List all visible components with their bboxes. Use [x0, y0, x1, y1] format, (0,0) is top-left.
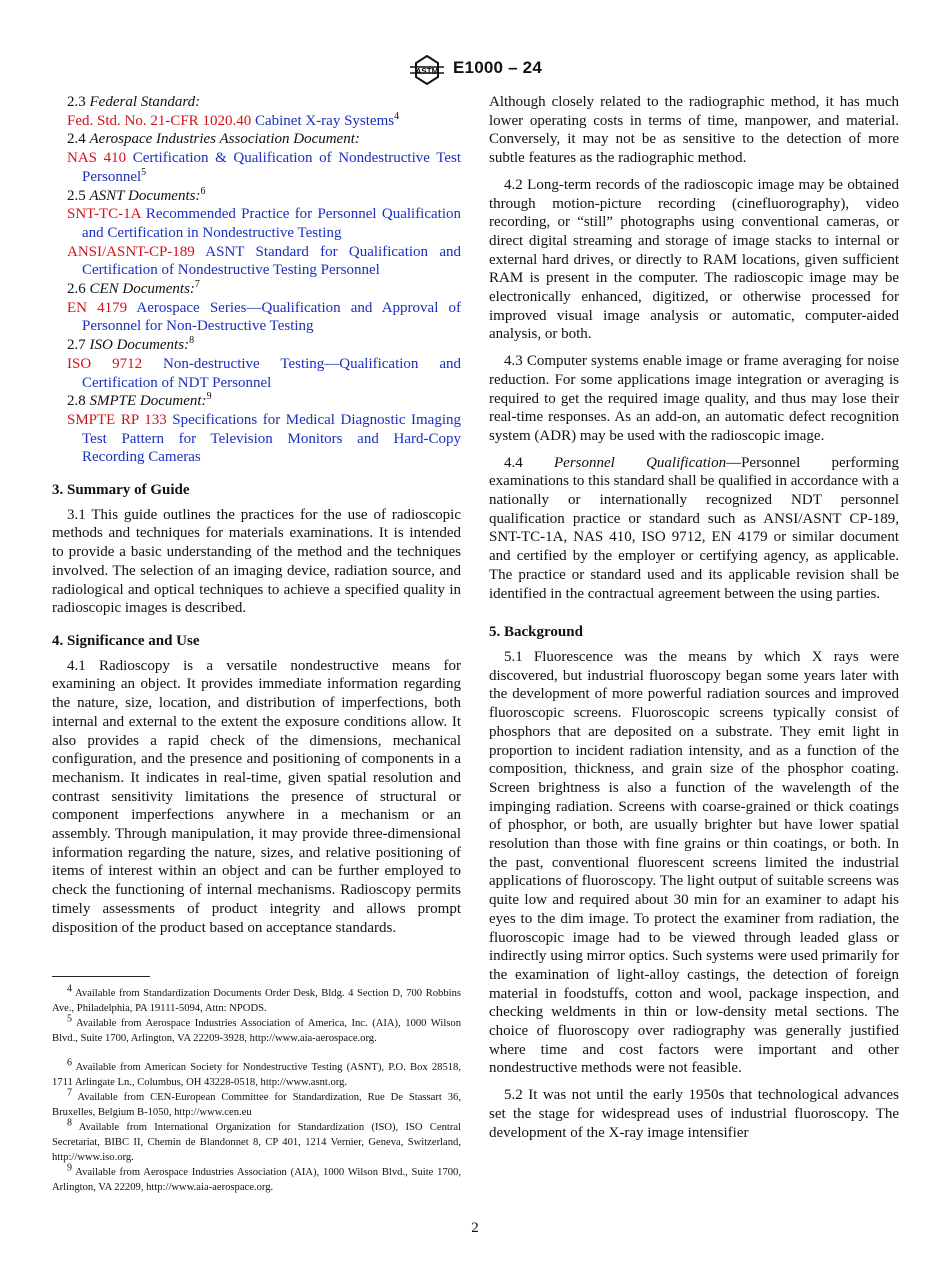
reference-iso-9712[interactable]: ISO 9712 Non-destructive Testing—Qualification and Certification of NDT Personnel: [67, 355, 462, 391]
section-2-4-heading: 2.4 Aerospace Industries Association Document:: [67, 131, 360, 148]
paragraph-4-4: 4.4 Personnel Qualification—Personnel performing examinations to this standard shall be qualified in accordance with a nationally or internationally recognized NDT personnel qualification practice or standard such as ANSI/ASNT CP-189, SNT-TC-1A, NAS 410, ISO 9712, EN 4179 or similar document and certified by the employer or certifying agency, as applicable. The practice or standard used and its applicable revision shall be identified in the contractual agreement between the using parties.: [489, 454, 899, 602]
footnote-9: $^9$ Available from Aerospace Industries Association (AIA), 1000 Wilson Blvd., Suite 1700, Arlington, VA 22209, http://www.aia-aerospace.org.: [52, 1162, 461, 1193]
section-4-heading: 4. Significance and Use: [52, 632, 200, 649]
footnote-divider: [52, 976, 150, 977]
reference-en-4179[interactable]: EN 4179 Aerospace Series—Qualification and Approval of Personnel for Non-Destructive Testing: [67, 299, 461, 335]
document-id: E1000 – 24: [453, 58, 542, 77]
footnote-7: $^7$ Available from CEN-European Committee for Standardization, Rue De Stassart 36, Bruxelles, Belgium B-1050, http://www.cen.eu: [52, 1087, 461, 1118]
page-number: 2: [471, 1220, 479, 1236]
reference-ansi-asnt-cp-189[interactable]: ANSI/ASNT-CP-189 ASNT Standard for Qualification and Certification of Nondestructive Testing Personnel: [67, 243, 461, 279]
reference-nas-410[interactable]: NAS 410 Certification & Qualification of Nondestructive Test Personnel$^5$: [67, 150, 462, 185]
astm-logo-icon: [408, 55, 446, 85]
reference-snt-tc-1a[interactable]: SNT-TC-1A Recommended Practice for Personnel Qualification and Certification in Nondestructive Testing: [67, 206, 462, 241]
section-5-heading: 5. Background: [489, 624, 583, 641]
paragraph-5-1: 5.1 Fluorescence was the means by which X rays were discovered, but industrial fluoroscopy began some years later with the development of more powerful radiation sources and improved fluoroscopic screens. Fluoroscopic screens typically consist of phosphors that are deposited on a substrate. They emit light in proportion to incident radiation intensity, and as a function of the composition, thickness, and grain size of the phosphor coating. Screen brightness is also a function of the wavelength of the impinging radiation. Screens with coarse-grained or thick coatings of phosphor, or both, are usually brighter but have lower spatial resolution than those with fine grains or thin coatings, or both. In the past, conventional fluorescent screens limited the industrial applications of fluoroscopy. The light output of suitable screens was quite low and required about 30 min for an examiner to adapt his eyes to the dim image. To protect the examiner from radiation, the fluoroscopic image had to be viewed through leaded glass or indirectly using mirror optics. Such systems were used primarily for the examination of light-alloy castings, the detection of foreign material in foodstuffs, cotton and wool, package inspection, and checking weldments in thin or low-density metal sections. The choice of fluoroscopy over radiography was generally justified where time and cost factors were important and other nondestructive methods were not feasible.: [489, 648, 899, 1077]
footnote-5: $^5$ Available from Aerospace Industries Association of America, Inc. (AIA), 1000 Wilson Blvd., Suite 1700, Arlington, VA 22209-3928, http://www.aia-aerospace.org.: [52, 1013, 461, 1044]
reference-federal-std[interactable]: Fed. Std. No. 21-CFR 1020.40 Cabinet X-ray Systems$^4$: [67, 110, 400, 129]
left-column: [52, 93, 461, 945]
section-2-8-heading: 2.8 SMPTE Document:$^9$: [67, 391, 212, 410]
paragraph-4-1-continued: Although closely related to the radiographic method, it has much lower operating costs in terms of time, manpower, and material. Conversely, it may not be as sensitive to the detection of more subtle features as the radiographic method.: [489, 94, 899, 167]
paragraph-3-1: 3.1 This guide outlines the practices for the use of radioscopic methods and techniques for materials examinations. It is intended to provide a basic understanding of the method and the techniques involved. The selection of an imaging device, radiation source, and radiological and optical techniques to achieve a specified quality in radioscopic images is described.: [52, 506, 461, 617]
section-2-5-heading: 2.5 ASNT Documents:$^6$: [67, 185, 206, 204]
reference-smpte-rp-133[interactable]: SMPTE RP 133 Specifications for Medical Diagnostic Imaging Test Pattern for Television Monitors and Hard-Copy Recording Cameras: [67, 411, 462, 466]
footnote-4: $^4$ Available from Standardization Documents Order Desk, Bldg. 4 Section D, 700 Robbins Ave., Philadelphia, PA 19111-5094, Attn: NPODS.: [52, 983, 461, 1014]
logo-text: ASTM: [415, 67, 439, 76]
section-2-6-heading: 2.6 CEN Documents:$^7$: [67, 279, 200, 298]
section-3-heading: 3. Summary of Guide: [52, 482, 190, 499]
footnote-8: $^8$ Available from International Organization for Standardization (ISO), ISO Central Secretariat, BIBC II, Chemin de Blandonnet 8, CP 401, 1214 Vernier, Geneva, Switzerland, http://www.iso.org.: [52, 1117, 461, 1163]
section-2-3-heading: 2.3 Federal Standard:: [67, 94, 201, 110]
paragraph-4-2: 4.2 Long-term records of the radioscopic image may be obtained through motion-picture recording (cinefluorography), video recording, or “still” photographs using conventional cameras, or direct digital streaming and storage of image stacks to internal or external hard drives, or directly to RAM locations, given sufficient RAM is present in the computer. The radioscopic image may be electronically enhanced, digitized, or otherwise processed for improved visual image analysis or automatic, computer-aided analysis, or both.: [489, 176, 899, 343]
paragraph-5-2: 5.2 It was not until the early 1950s that technological advances set the stage for widespread uses of industrial fluoroscopy. The development of the X-ray image intensifier: [489, 1087, 899, 1141]
paragraph-4-3: 4.3 Computer systems enable image or frame averaging for noise reduction. For some applications image integration or averaging is required to get the required image quality, and thus may lose their real-time responses. As an add-on, an automatic defect recognition system (ADR) may be used with the radioscopic image.: [489, 353, 899, 444]
section-2-7-heading: 2.7 ISO Documents:$^8$: [67, 335, 195, 354]
page-header: [0, 55, 950, 87]
footnotes: [52, 983, 461, 1195]
footnote-6: $^6$ Available from American Society for Nondestructive Testing (ASNT), P.O. Box 28518, 1711 Arlingate Ln., Columbus, OH 43228-0518, http://www.asnt.org.: [52, 1057, 461, 1088]
right-column: [489, 93, 899, 1150]
paragraph-4-1: 4.1 Radioscopy is a versatile nondestructive means for examining an object. It provides immediate information regarding the nature, size, location, and distribution of imperfections, both internal and external to the extent the exposure conditions allow. It also provides a rapid check of the dimensions, mechanical configuration, and the presence and positioning of components in a mechanism. It indicates in real-time, given spatial resolution and contrast sensitivity limitations the presence of structural or component imperfections anywhere in a mechanism or an assembly. Through manipulation, it may provide three-dimensional information regarding the nature, sizes, and relative positioning of items of interest within an object and can be further employed to check the functioning of internal mechanisms. Radioscopy permits timely assessments of product integrity and allows prompt disposition of the product based on acceptance standards.: [52, 657, 461, 936]
